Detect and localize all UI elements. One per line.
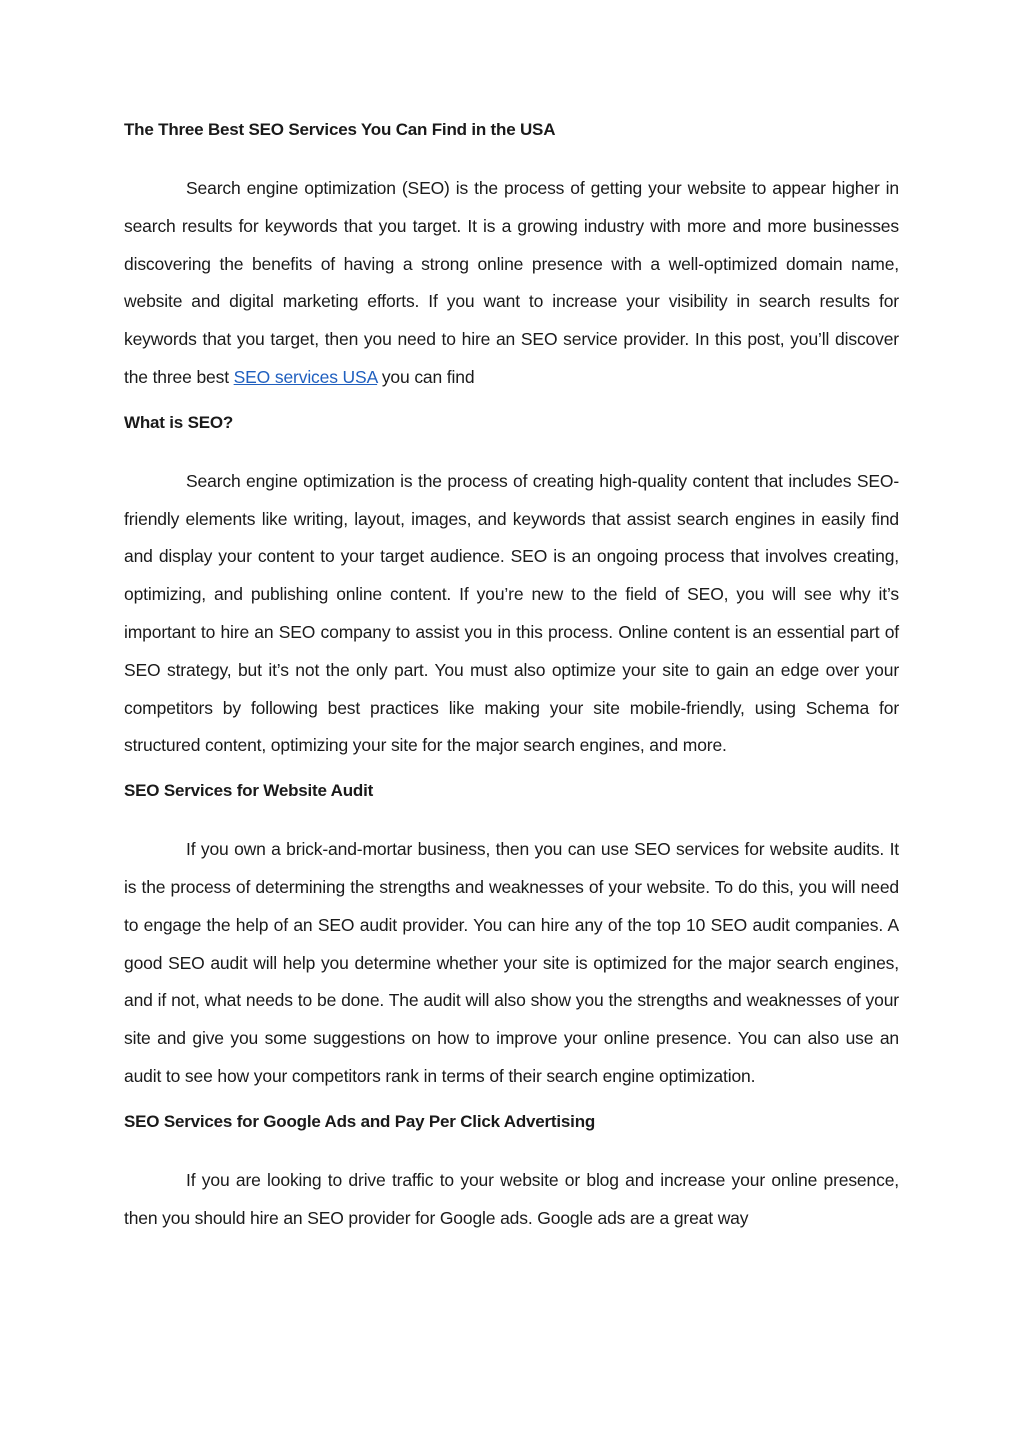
document-title: The Three Best SEO Services You Can Find in the USA [124, 120, 556, 139]
intro-text: Search engine optimization (SEO) is the process of getting your website to appear higher in search results for keywords that you target. It is a growing industry with more and more businesses discovering the benefits of having a strong online presence with a well-optimized domain name, website and digital marketing efforts. If you want to increase your visibility in search results for keywords that you target, then you need to hire an SEO service provider. In this post, you’ll discover the three best [124, 178, 899, 387]
document-page [124, 118, 899, 1251]
website-audit-paragraph: If you own a brick-and-mortar business, then you can use SEO services for website audits. It is the process of determining the strengths and weaknesses of your website. To do this, you will need to engage the help of an SEO audit provider. You can hire any of the top 10 SEO audit companies. A good SEO audit will help you determine whether your site is optimized for the major search engines, and if not, what needs to be done. The audit will also show you the strengths and weaknesses of your site and give you some suggestions on how to improve your online presence. You can also use an audit to see how your competitors rank in terms of their search engine optimization. [124, 839, 899, 1086]
seo-services-usa-link[interactable]: SEO services USA [233, 366, 378, 387]
section-heading-google-ads: SEO Services for Google Ads and Pay Per Click Advertising [124, 1111, 596, 1131]
section-heading-website-audit: SEO Services for Website Audit [124, 781, 374, 801]
intro-paragraph [124, 170, 899, 397]
what-is-seo-paragraph: Search engine optimization is the process of creating high-quality content that includes SEO-friendly elements like writing, layout, images, and keywords that assist search engines in easily find and display your content to your target audience. SEO is an ongoing process that involves creating, optimizing, and publishing online content. If you’re new to the field of SEO, you will see why it’s important to hire an SEO company to assist you in this process. Online content is an essential part of SEO strategy, but it’s not the only part. You must also optimize your site to gain an edge over your competitors by following best practices like making your site mobile-friendly, using Schema for structured content, optimizing your site for the major search engines, and more. [124, 470, 899, 756]
section-heading-what-is-seo: What is SEO? [124, 412, 234, 432]
intro-text-end: you can find [377, 366, 475, 387]
google-ads-paragraph: If you are looking to drive traffic to your website or blog and increase your online presence, then you should hire an SEO provider for Google ads. Google ads are a great way [124, 1169, 899, 1228]
